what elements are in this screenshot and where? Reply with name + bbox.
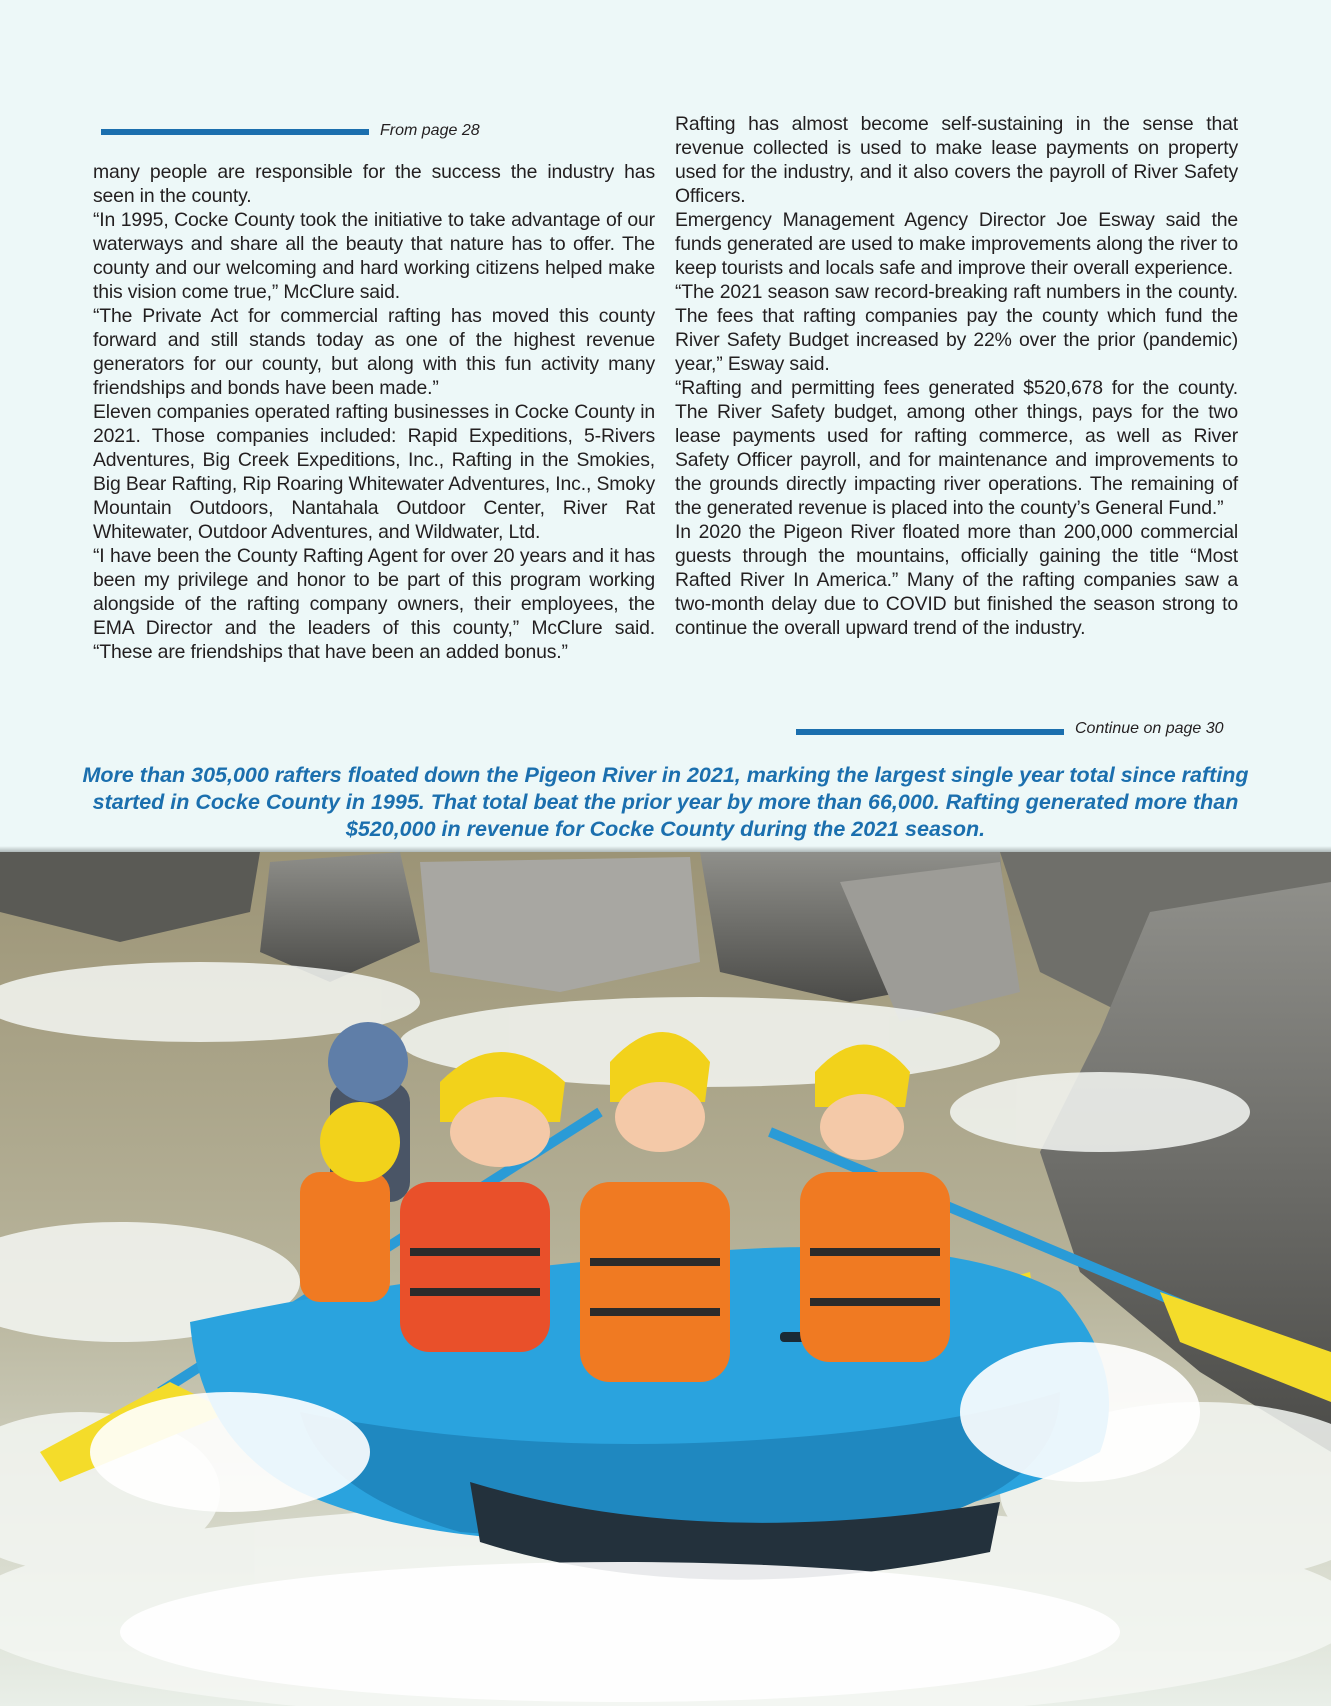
pull-quote: More than 305,000 rafters floated down the Pigeon River in 2021, marking the largest single year total since rafting started in Cocke County in 1995. That total beat the prior year by more than 66,000. Rafting generated more than $520,000 in revenue for Cocke County during the 2021 season. — [82, 763, 1249, 841]
paragraph: “Rafting and permitting fees generated $520,678 for the county. The River Safety budget, among other things, pays for the two lease payments used for rafting commerce, as well as River Safety Officer payroll, and for maintenance and improvements to the grounds directly impacting river operations. The remaining of the generated revenue is placed into the county’s General Fund.” — [675, 377, 1238, 519]
paragraph: many people are responsible for the success the industry has seen in the county. — [93, 161, 655, 207]
jump-rule-top — [101, 129, 369, 135]
paragraph: In 2020 the Pigeon River floated more than 200,000 commercial guests through the mountains, officially gaining the title “Most Rafted River In America.” Many of the rafting companies saw a two-month delay due to COVID but finished the season strong to continue the overall upward trend of the industry. — [675, 521, 1238, 639]
paragraph: Rafting has almost become self-sustaining in the sense that revenue collected is used to make lease payments on property used for the industry, and it also covers the payroll of River Safety Officers. — [675, 113, 1238, 207]
paragraph: Emergency Management Agency Director Joe Esway said the funds generated are used to make improvements along the river to keep tourists and locals safe and improve their overall experience. — [675, 209, 1238, 279]
jump-rule-bottom — [796, 729, 1064, 735]
paragraph: “The 2021 season saw record-breaking raft numbers in the county. The fees that rafting companies pay the county which fund the River Safety Budget increased by 22% over the prior (pandemic) year,” Esway said. — [675, 281, 1238, 375]
paragraph: “I have been the County Rafting Agent for over 20 years and it has been my privilege and honor to be part of this program working alongside of the rafting company owners, their employees, the EMA Director and the leaders of this county,” McClure said. “These are friendships that have been an added bonus.” — [93, 545, 655, 663]
article-column-right — [675, 112, 1238, 640]
paragraph: “In 1995, Cocke County took the initiative to take advantage of our waterways and share all the beauty that nature has to offer. The county and our welcoming and hard working citizens helped make this vision come true,” McClure said. — [93, 209, 655, 303]
article-column-left — [93, 160, 655, 664]
paragraph: Eleven companies operated rafting businesses in Cocke County in 2021. Those companies included: Rapid Expeditions, 5-Rivers Adventures, Big Creek Expeditions, Inc., Rafting in the Smokies, Big Bear Rafting, Rip Roaring Whitewater Adventures, Inc., Smoky Mountain Outdoors, Nantahala Outdoor Center, River Rat Whitewater, Outdoor Adventures, and Wildwater, Ltd. — [93, 401, 655, 543]
jump-to-label: Continue on page 30 — [1075, 720, 1224, 737]
rafting-illustration — [0, 852, 1331, 1706]
paragraph: “The Private Act for commercial rafting has moved this county forward and still stands today as one of the highest revenue generators for our county, but along with this fun activity many friendships and bonds have been made.” — [93, 305, 655, 399]
jump-from-label: From page 28 — [380, 122, 480, 139]
rafting-photo — [0, 852, 1331, 1706]
